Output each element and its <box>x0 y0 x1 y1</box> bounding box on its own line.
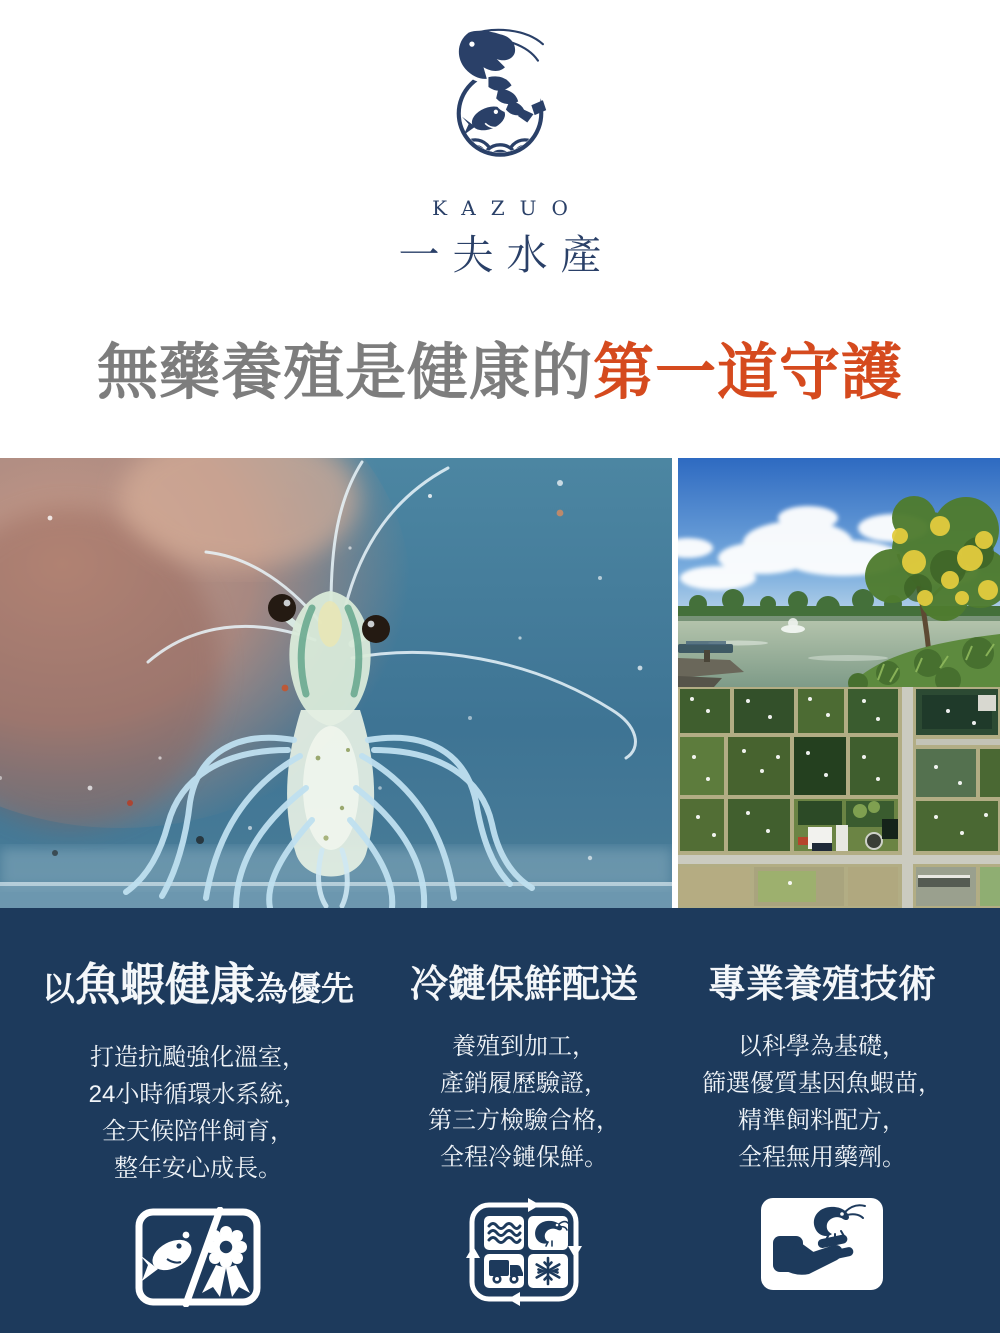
feature-title-main: 魚蝦健康 <box>74 959 255 1010</box>
feature-line: 全天候陪伴飼育， <box>102 1118 294 1145</box>
feature-section <box>0 908 1000 1333</box>
page-title <box>0 324 1000 411</box>
feature-fish-health <box>20 958 376 1333</box>
feature-description <box>20 1039 376 1187</box>
headline-accent: 第一道守護 <box>593 338 904 406</box>
feature-line: 24小時循環水系統， <box>88 1081 308 1108</box>
feature-title <box>20 958 376 1023</box>
underwater-shrimp-photo <box>0 458 672 908</box>
feature-line: 第三方檢驗合格， <box>428 1107 620 1134</box>
feature-line: 打造抗颱強化溫室， <box>90 1044 306 1071</box>
feature-title-prefix: 以 <box>41 970 75 1007</box>
fish-award-icon <box>20 1207 376 1307</box>
feature-line: 精準飼料配方， <box>738 1107 906 1134</box>
feature-line: 產銷履歷驗證， <box>440 1070 608 1097</box>
feature-line: 全程冷鏈保鮮。 <box>440 1144 608 1171</box>
brand-name-zh: 一夫水產 <box>398 231 615 279</box>
feature-line: 養殖到加工， <box>452 1033 596 1060</box>
feature-title: 冷鏈保鮮配送 <box>409 964 638 1006</box>
cold-chain-cycle-icon <box>384 1196 664 1310</box>
headline-normal: 無藥養殖是健康的 <box>96 338 593 406</box>
hand-holding-shrimp-icon <box>672 1196 972 1292</box>
feature-line: 整年安心成長。 <box>114 1155 282 1182</box>
feature-line: 全程無用藥劑。 <box>738 1144 906 1171</box>
feature-farming-tech <box>672 958 972 1333</box>
feature-cold-chain <box>384 958 664 1333</box>
brand-logo shrimp-fish-wave-logo-icon <box>434 26 566 188</box>
feature-line: 篩選優質基因魚蝦苗， <box>702 1070 942 1097</box>
pond-landscape-photo <box>678 458 1000 687</box>
feature-title-suffix: 為優先 <box>255 970 354 1007</box>
brand-name-en: KAZUO <box>432 196 583 220</box>
aquaculture-ponds-aerial-photo <box>678 687 1000 908</box>
photo-collage <box>0 458 1000 908</box>
feature-title: 專業養殖技術 <box>707 964 936 1006</box>
feature-description <box>672 1028 972 1176</box>
feature-line: 以科學為基礎， <box>738 1033 906 1060</box>
feature-description <box>384 1028 664 1176</box>
